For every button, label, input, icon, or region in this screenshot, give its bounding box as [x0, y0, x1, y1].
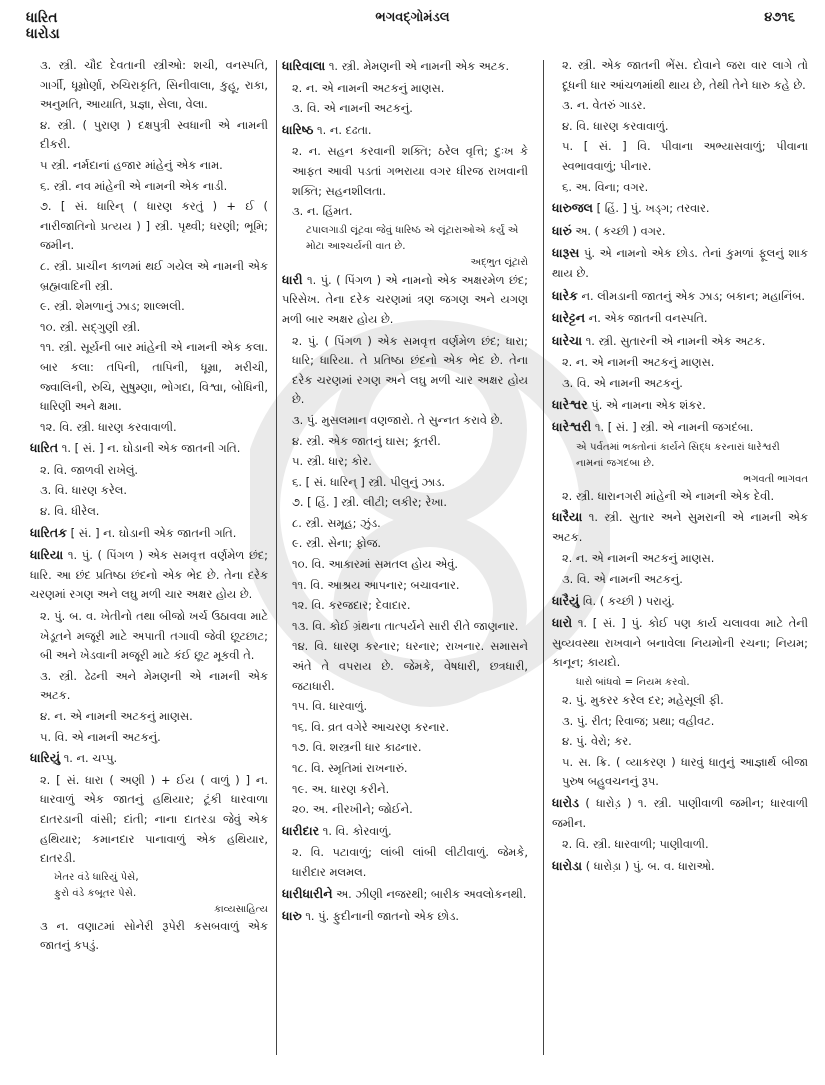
- dictionary-entry: [282, 270, 528, 330]
- definition-text: ૧. [ સં. ] સ્ત્રી. એ નામની જગદંબા.: [591, 420, 754, 435]
- sense-definition: ૪. વિ. ધારણ કરવાવાળું.: [562, 118, 669, 133]
- dictionary-entry: [552, 198, 808, 219]
- sense-definition: ૧૧. સ્ત્રી. સૂર્યની બાર માંહેની એ નામની એક કલા. બાર કલા: તપિની, તાપિની, ધૂમ્રા, મરીચી, જ્વાલિની, રુચિ, સુષુમ્ણા, ભોગદા, વિશ્વા, બોધિની, ધારિણી અને ક્ષમા.: [40, 340, 268, 414]
- headword: ધારિત: [30, 440, 59, 456]
- dictionary-entry: [552, 331, 808, 352]
- quote-source: અદ્ભુત લૂંટારો: [470, 256, 528, 268]
- definition-text: ૧. સ્ત્રી. મેમણની એ નામની એક અટક.: [325, 59, 510, 73]
- headword: ધારી: [282, 271, 303, 287]
- sense-definition: ૨. સ્ત્રી. એક જાતની ભેંસ. દોવાને જરા વાર લાગે તો દૂધની ધાર આંચળમાંથી થાય છે, તેથી તેને ધારુ કહે છે.: [562, 58, 808, 92]
- sense-definition: ૮. સ્ત્રી. પ્રાચીન કાળમાં થઈ ગયેલ એ નામની એક બ્રહ્મવાદિની સ્ત્રી.: [40, 258, 268, 293]
- headword: ધારોડા: [552, 857, 583, 873]
- definition-text: ( ધારોડ઼ા ) પું. બ. વ. ધારાઓ.: [582, 858, 715, 873]
- column-3: [552, 56, 808, 1057]
- sense-definition: ૧૩. વિ. કોઈ ગ્રંથના તાત્પર્યને સારી રીતે જાણનાર.: [292, 618, 519, 633]
- page-header: [0, 4, 825, 44]
- definition-text: વિ. ( કચ્છી ) પરાયું.: [579, 593, 675, 608]
- headword: ધારિવાલા: [282, 58, 326, 73]
- dictionary-entry: [282, 884, 528, 905]
- dictionary-entry: [282, 821, 528, 842]
- headword: ધારેશ્વરી: [552, 419, 592, 435]
- definition-text: ૧. ન. ચપ્પુ.: [60, 751, 118, 766]
- headword: ધારૈયું: [552, 592, 580, 608]
- dictionary-entry: [552, 856, 808, 877]
- sense-definition: ૪. વિ. ધીરેલ.: [40, 504, 100, 519]
- sense-definition: ૬. [ સં. ધારિન્ ] સ્ત્રી. પીલુનું ઝાડ.: [292, 474, 446, 489]
- definition-text: ( ધારોડ઼ ) ૧. સ્ત્રી. પાણીવાળી જમીન; ધારવાળી જમીન.: [552, 796, 808, 830]
- sense-definition: ૪. સ્ત્રી. ( પુરાણ ) દક્ષપુત્રી સ્વધાની એ નામની દીકરી.: [40, 117, 268, 152]
- sense-definition: ૩. સ્ત્રી. ચૌદ દેવતાની સ્ત્રીઓ: શચી, વનસ્પતિ, ગાર્ગી, ધૂમ્રોર્ણા, રુચિરાકૃતિ, સિનીવાલા, કુહૂ, રાકા, અનુમતિ, આયાતિ, પ્રજ્ઞા, સેલા, વેલા.: [40, 58, 268, 112]
- sense-definition: ૫. વિ. એ નામની અટકનું.: [40, 729, 161, 744]
- sense-definition: ૧૭. વિ. શસ્ત્રની ધાર કાઢનાર.: [292, 740, 422, 755]
- dictionary-entry: [282, 56, 528, 77]
- sense-definition: ૧૦. વિ. આકારમાં સમતલ હોય એવું.: [292, 557, 458, 572]
- example-quote: એ પર્વતમાં ભક્તોનાં કાર્યને સિદ્ધ કરનારાં ધારેશ્વરી નામનાં જગદંબા છે.: [576, 441, 780, 469]
- headword: ધારિષ્ઠ: [282, 121, 314, 137]
- dictionary-entry: [552, 221, 808, 242]
- sense-definition: ૨. પું. ( પિંગળ ) એક સમવૃત્ત વર્ણમેળ છંદ; ધારા; ધારિ; ધારિયા. તે પ્રતિષ્ઠા છંદનો એક ભેદ છે. તેના દરેક ચરણમાં રગણ અને લઘુ મળી ચાર અક્ષર હોય છે.: [292, 333, 528, 407]
- definition-text: અ. ઝીણી નજરથી; બારીક અવલોકનથી.: [332, 886, 527, 901]
- dictionary-entry: [552, 243, 808, 283]
- headword: ધારું: [552, 222, 572, 238]
- headword: ધારેટ્ટન: [552, 310, 586, 326]
- dictionary-entry: [552, 395, 808, 416]
- sense-definition: ૧૧. વિ. આશ્રય આપનાર; બચાવનાર.: [292, 577, 460, 592]
- sense-definition: ૧૪. વિ. ધારણ કરનાર; ધરનાર; રાખનાર. સમાસને અંતે તે વપરાય છે. જેમકે, વેષધારી, છત્રધારી, જટાધારી.: [292, 639, 528, 693]
- sense-definition: ૧૨. વિ. કરજદાર; દેવાદાર.: [292, 598, 411, 613]
- definition-text: ૧. [ સં. ] ન. ઘોડાની એક જાતની ગતિ.: [58, 441, 241, 456]
- sense-definition: ૪. સ્ત્રી. એક જાતનું ઘાસ; કૂતરી.: [292, 433, 441, 448]
- sense-definition: ૫ સ્ત્રી. નર્મદાનાં હજાર માંહેનું એક નામ.: [40, 157, 223, 172]
- definition-text: અ. ( કચ્છી ) વગર.: [571, 223, 666, 238]
- sense-definition: ૨. વિ. જાળવી રાખેલું.: [40, 462, 139, 477]
- sense-definition: ૩. પું. રીત; રિવાજ; પ્રથા; વહીવટ.: [562, 713, 715, 728]
- dictionary-entry: [552, 793, 808, 833]
- headword: ધારૈયા: [552, 509, 583, 525]
- definition-text: [ સં. ] ન. ઘોડાની એક જાતની ગતિ.: [66, 525, 237, 540]
- sense-definition: ૨. પું. બ. વ. ખેતીનો તથા બીજો ખર્ચ ઉઠાવવા માટે ખેડૂતને મજૂરી માટે અપાતી તગાવી જેવી છૂટછાટ; બી અને ખેડવાની મજૂરી માટે કંઈ છૂટ મૂકવી તે.: [40, 609, 268, 663]
- headword: ધારેશ્વર: [552, 396, 588, 412]
- example-quote: ફુરો વંડે કબૂતર પેસે.: [54, 887, 137, 899]
- book-title: ભગવદ્ગોમંડલ: [375, 10, 450, 25]
- headword: ધારોડ: [552, 795, 580, 810]
- headword: ધારીધારીને: [282, 885, 333, 901]
- sense-definition: ૩. પું. મુસલમાન વણજારો. તે સુન્નત કરાવે છે.: [292, 412, 503, 427]
- sense-definition: ૨. વિ. સ્ત્રી. ધારવાળી; પાણીવાળી.: [562, 837, 709, 852]
- headword: ધારિયા: [30, 547, 64, 563]
- definition-text: ૧. પું. ફુદીનાની જાતનો એક છોડ.: [301, 909, 460, 924]
- definition-text: [ હિં. ] પું. ખડ્ગ; તરવાર.: [593, 201, 710, 216]
- sense-definition: ૨. વિ. પટાવાળું; લાંબી લાંબી લીટીવાળું. જેમકે, ધારીદાર મલમલ.: [292, 845, 528, 879]
- sense-definition: ૩. ન. હિંમત.: [292, 204, 353, 219]
- headword: ધારીદાર: [282, 822, 320, 838]
- sense-definition: ૨. ન. એ નામની અટકનું માણસ.: [292, 80, 445, 95]
- dictionary-entry: [552, 591, 808, 612]
- sense-definition: ૩. વિ. ધારણ કરેલ.: [40, 483, 127, 498]
- sense-definition: ૯. સ્ત્રી. સેના; ફોજ.: [292, 536, 382, 551]
- definition-text: ૧. ન. દઢતા.: [313, 122, 372, 137]
- definition-text: પું. એ નામનો એક છોડ. તેનાં કુમળાં ફૂલનું શાક થાય છે.: [552, 246, 808, 280]
- guide-word-first: ધારિત: [26, 10, 58, 26]
- sense-definition: ૨. ન. એ નામની અટકનું માણસ.: [562, 355, 715, 370]
- sense-definition: ૫. [ સં. ] વિ. પીવાના અભ્યાસવાળું; પીવાના સ્વભાવવાળું; પીનાર.: [562, 139, 808, 173]
- definition-text: પું. એ નામના એક શંકર.: [587, 397, 706, 412]
- headword: ધારુ: [282, 908, 302, 924]
- dictionary-entry: [30, 438, 268, 459]
- definition-text: ૧. પું. ( પિંગળ ) એ નામનો એક અક્ષરમેળ છંદ; પરિસેખ. તેના દરેક ચરણમાં ત્રણ જગણ અને યગણ મળી બાર અક્ષર હોય છે.: [282, 272, 528, 326]
- definition-text: ન. લીમડાની જાતનું એક ઝાડ; બકાન; મહાનિંબ.: [577, 288, 805, 303]
- sense-definition: ૨૦. અ. નીરખીને; જોઈને.: [292, 802, 413, 817]
- sense-definition: ૩. વિ. એ નામની અટકનું.: [292, 101, 413, 116]
- column-divider-2: [543, 60, 544, 1055]
- headword: ધારિતક: [30, 524, 67, 540]
- sense-definition: ૭. [ સં. ધારિન્ ( ધારણ કરતું ) + ઈ ( નારીજાતિનો પ્રત્યય ) ] સ્ત્રી. પૃથ્વી; ધરણી; ભૂમિ; જમીન.: [40, 199, 268, 253]
- sense-definition: ૧૫. વિ. ધારવાળું.: [292, 699, 368, 714]
- sense-definition: ૪. ન. એ નામની અટકનું માણસ.: [40, 709, 193, 723]
- dictionary-entry: [552, 308, 808, 329]
- definition-text: ૧. સ્ત્રી. સુતારની એ નામની એક અટક.: [582, 333, 766, 348]
- dictionary-entry: [30, 523, 268, 544]
- headword: ધારૂસ: [552, 245, 580, 261]
- dictionary-entry: [552, 417, 808, 438]
- sense-definition: ૭. [ હિં. ] સ્ત્રી. લીટી; લકીર; રેખા.: [292, 495, 448, 510]
- headword: ધારેક: [552, 287, 578, 303]
- sense-definition: ૬. અ. વિના; વગર.: [562, 179, 649, 194]
- headword: ધારેચા: [552, 332, 583, 348]
- sense-definition: ૩. વિ. એ નામની અટકનું.: [562, 572, 683, 587]
- dictionary-entry: [552, 507, 808, 547]
- sense-definition: ૨. સ્ત્રી. ધારાનગરી માંહેની એ નામની એક દેવી.: [562, 488, 775, 503]
- dictionary-entry: [552, 286, 808, 307]
- definition-text: ૧. પું. ( પિંગળ ) એક સમવૃત્ત વર્ણમેળ છંદ; ધારિ. આ છંદ પ્રતિષ્ઠા છંદનો એક ભેદ છે. તેના દરેક ચરણમાં રગણ અને લઘુ મળી ચાર અક્ષર હોય છે.: [30, 548, 268, 602]
- sense-definition: ૧૨. વિ. સ્ત્રી. ધારણ કરવાવાળી.: [40, 419, 177, 434]
- sense-definition: ૩. વિ. એ નામની અટકનું.: [562, 375, 683, 390]
- definition-text: ન. એક જાતની વનસ્પતિ.: [585, 311, 708, 326]
- sense-definition: ૨. પું. મુકરર કરેલ દર; મહેસૂલી ફી.: [562, 693, 724, 708]
- sense-definition: ૫. સ્ત્રી. ધાર; કોર.: [292, 454, 372, 469]
- example-quote: ખેતર વંડે ધારિયું પેસે,: [54, 871, 139, 883]
- sense-definition: ૨. ન. એ નામની અટકનું માણસ.: [562, 551, 715, 566]
- quote-source: ભગવતી ભાગવત: [743, 473, 808, 485]
- sense-definition: ૧૦. સ્ત્રી. સદ્ગુણી સ્ત્રી.: [40, 319, 141, 334]
- sense-definition: ૩. ન. વેતરું ગાડર.: [562, 98, 647, 113]
- sense-definition: ૧૯. અ. ધારણ કરીને.: [292, 781, 390, 796]
- sense-definition: ૬. સ્ત્રી. નવ માંહેની એ નામની એક નાડી.: [40, 178, 228, 193]
- dictionary-entry: [282, 906, 528, 927]
- headword: ધારુજલ: [552, 200, 594, 216]
- column-divider-1: [276, 60, 277, 1055]
- quote-source: કાવ્યસાહિત્ય: [214, 903, 268, 915]
- headword: ધારિયું: [30, 750, 61, 766]
- page-number: ૪૭૧૬: [764, 10, 795, 25]
- sense-definition: ૫. સ. ક્રિ. ( વ્યાકરણ ) ધારવું ધાતુનું આજ્ઞાર્થ બીજા પુરુષ બહુવચનનું રૂપ.: [562, 754, 808, 789]
- sense-definition: ૩ ન. વણાટમાં સોનેરી રૂપેરી કસબવાળું એક જાતનું કપડું.: [40, 918, 268, 953]
- definition-text: ૧. સ્ત્રી. સુતાર અને સુમરાની એ નામની એક અટક.: [552, 510, 808, 544]
- sense-definition: ૧૮. વિ. સ્મૃતિમાં રાખનારું.: [292, 761, 408, 775]
- sense-definition: ૧૬. વિ. વ્રત વગેરે આચરણ કરનાર.: [292, 719, 450, 734]
- sense-definition: ૨. [ સં. ધારા ( અણી ) + ઈય ( વાળું ) ] ન. ધારવાળું એક જાતનું હથિયાર; ટૂંકી ધારવાળા દાતરડાની વાંસી; દાંતી; નાના દાતરડા જેવું એક હથિયાર; કમાનદાર પાનાવાળું એક હથિયાર, દાતરડી.: [40, 772, 268, 866]
- dictionary-entry: [282, 120, 528, 141]
- definition-text: ૧. વિ. કોરવાળું.: [319, 823, 392, 838]
- column-1: [30, 56, 268, 1057]
- definition-text: ૧. [ સં. ] પું. કોઈ પણ કાર્ય ચલાવવા માટે તેની સુવ્યવસ્થા રાખવાને બનાવેલા નિયમોની રચના; નિયમ; કાનૂન; કાયદો.: [552, 616, 808, 670]
- sense-definition: ૩. સ્ત્રી. ઢેઢની અને મેમણની એ નામની એક અટક.: [40, 668, 268, 703]
- headword: ધારો: [552, 615, 573, 631]
- sense-definition: ૯. સ્ત્રી. શેમળાનું ઝાડ; શાલ્મલી.: [40, 299, 185, 314]
- example-quote: ટપાલગાડી લૂંટવા જેવું ધારિષ્ઠ એ લૂંટારાઓએ કર્યું એ મોટા આશ્ચર્યની વાત છે.: [306, 224, 519, 252]
- dictionary-entry: [552, 613, 808, 673]
- sense-definition: ૨. ન. સહન કરવાની શક્તિ; ઠરેલ વૃત્તિ; દુઃખ કે આફત આવી પડતાં ગભરાયા વગર ધીરજ રાખવાની શક્તિ; સહનશીલતા.: [292, 144, 528, 198]
- dictionary-entry: [30, 748, 268, 769]
- dictionary-entry: [30, 545, 268, 605]
- guide-word-last: ધારોડા: [26, 26, 60, 42]
- example-quote: ધારો બાંધવો = નિયમ કરવો.: [576, 677, 690, 689]
- column-2: [282, 56, 528, 1057]
- sense-definition: ૮. સ્ત્રી. સમૂહ; ઝુંડ.: [292, 515, 381, 530]
- sense-definition: ૪. પું. વેરો; કર.: [562, 734, 632, 749]
